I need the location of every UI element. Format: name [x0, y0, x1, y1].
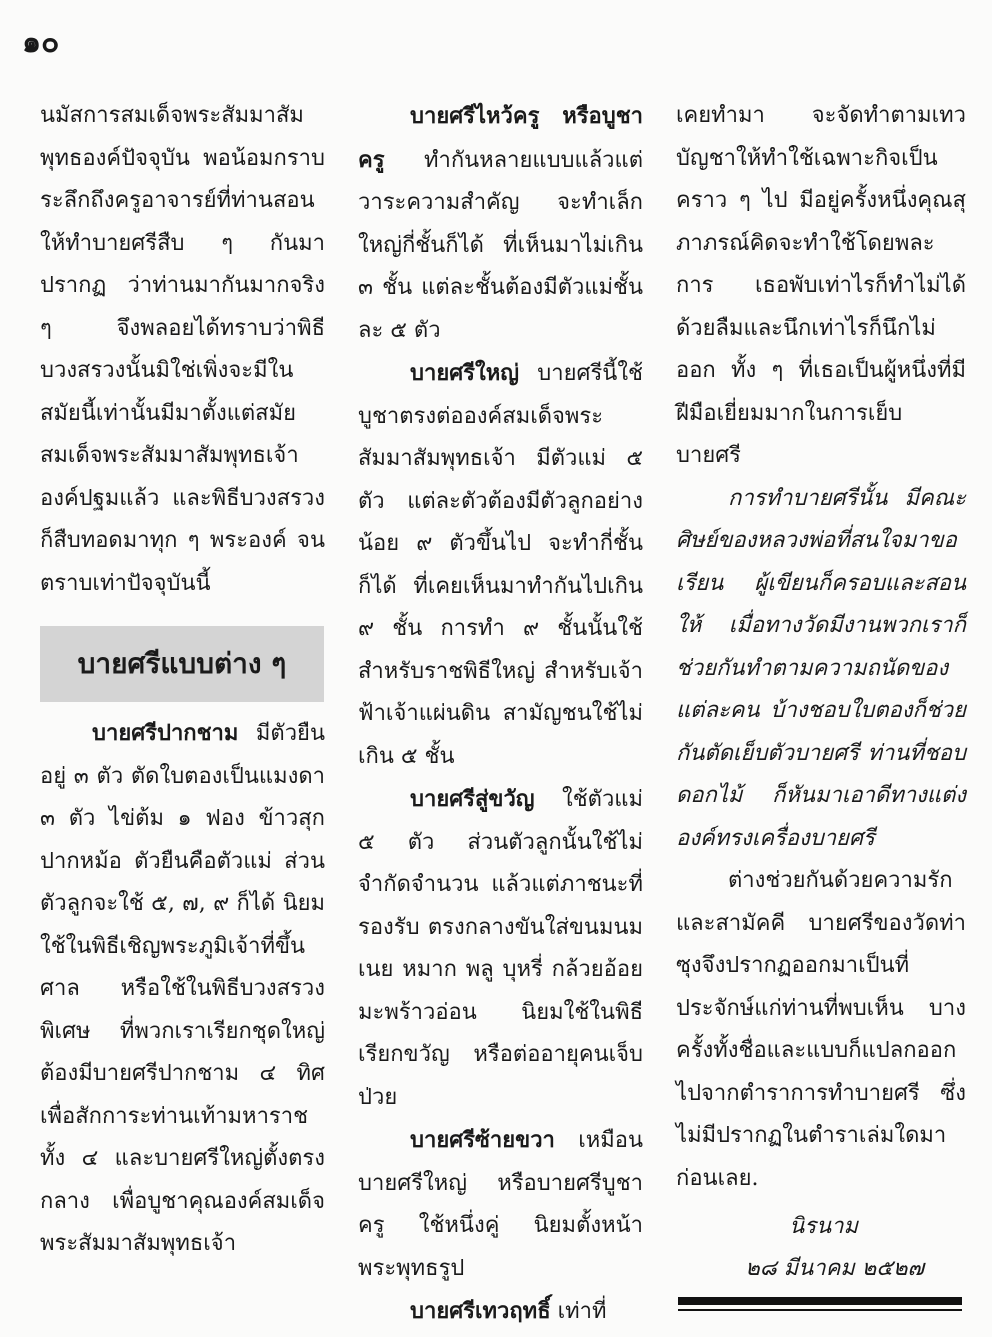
signature-block [676, 1206, 966, 1290]
rule-thick-line [678, 1297, 962, 1305]
term: บายศรีเทวฤทธิ์ [410, 1298, 551, 1324]
author-name: นิรนาม [789, 1214, 858, 1239]
term: บายศรีซ้ายขวา [410, 1127, 555, 1153]
paragraph-text: ทำกันหลายแบบแล้วแต่วาระความสำคัญ จะทำเล็กใหญ่กี่ชั้นก็ได้ ที่เห็นมาไม่เกิน ๓ ชั้น แต่ละชั้นต้องมีตัวแม่ชั้นละ ๕ ตัว [358, 147, 643, 343]
section-heading-box [40, 626, 324, 702]
column-1 [40, 95, 325, 1266]
paragraph: เคยทำมา จะจัดทำตามเทวบัญชาให้ทำใช้เฉพาะกิจเป็นคราว ๆ ไป มีอยู่ครั้งหนึ่งคุณสุภาภรณ์คิดจะทำใช้โดยพละการ เธอพับเท่าไรก็ทำไม่ได้ด้วยลืมและนึกเท่าไรก็นึกไม่ออก ทั้ง ๆ ที่เธอเป็นผู้หนึ่งที่มีฝีมือเยี่ยมมากในการเย็บบายศรี [676, 103, 966, 468]
paragraph [358, 778, 643, 1119]
paragraph [358, 95, 643, 352]
column-3 [676, 95, 966, 1290]
paragraph [40, 712, 325, 1266]
term: บายศรีปากชาม [92, 720, 239, 746]
paragraph: ต่างช่วยกันด้วยความรักและสามัคคี บายศรีของวัดท่าซุงจึงปรากฏออกมาเป็นที่ประจักษ์แก่ท่านที่พบเห็น บางครั้งทั้งชื่อและแบบก็แปลกออกไปจากตำราการทำบายศรี ซึ่งไม่มีปรากฏในตำราเล่มใดมาก่อนเลย. [676, 868, 966, 1191]
paragraph-text: เท่าที่ [550, 1299, 607, 1324]
page-number: ๑๐ [22, 25, 60, 60]
term: บายศรีสู่ขวัญ [410, 786, 535, 812]
end-rule [678, 1297, 962, 1311]
rule-thin-line [678, 1309, 962, 1311]
paragraph-text: ใช้ตัวแม่ ๕ ตัว ส่วนตัวลูกนั้นใช้ไม่จำกัดจำนวน แล้วแต่ภาชนะที่รองรับ ตรงกลางขันใส่ขนมนม เนย หมาก พลู บุหรี่ กล้วยอ้อย มะพร้าวอ่อน นิยมใช้ในพิธีเรียกขวัญ หรือต่ออายุคนเจ็บป่วย [358, 787, 643, 1110]
paragraph: นมัสการสมเด็จพระสัมมาสัมพุทธองค์ปัจจุบัน พอน้อมกราบระลึกถึงครูอาจารย์ที่ท่านสอนให้ทำบายศรีสืบ ๆ กันมา ปรากฏ ว่าท่านมากันมากจริง ๆ จึงพลอยได้ทราบว่าพิธีบวงสรวงนั้นมิใช่เพิ่งจะมีในสมัยนี้เท่านั้นมีมาตั้งแต่สมัยสมเด็จพระสัมมาสัมพุทธเจ้าองค์ปฐมแล้ว และพิธีบวงสรวงก็สืบทอดมาทุก ๆ พระองค์ จนตราบเท่าปัจจุบันนี้ [40, 103, 325, 596]
paragraph [358, 1290, 643, 1334]
paragraph-italic: การทำบายศรีนั้น มีคณะศิษย์ของหลวงพ่อที่สนใจมาขอเรียน ผู้เขียนก็ครอบและสอนให้ เมื่อทางวัดมีงานพวกเราก็ช่วยกันทำตามความถนัดของแต่ละคน บ้างชอบใบตองก็ช่วยกันตัดเย็บตัวบายศรี ท่านที่ชอบดอกไม้ ก็หันมาเอาดีทางแต่งองค์ทรงเครื่องบายศรี [676, 485, 966, 851]
paragraph [358, 1119, 643, 1290]
column-2 [358, 95, 643, 1334]
paragraph [358, 352, 643, 778]
term: บายศรีไหว้ครู หรือบูชาครู [358, 103, 643, 173]
term: บายศรีใหญ่ [410, 360, 519, 386]
paragraph-text: มีตัวยืนอยู่ ๓ ตัว ตัดใบตองเป็นแมงดา ๓ ตัว ไข่ต้ม ๑ ฟอง ข้าวสุกปากหม้อ ตัวยืนคือตัวแม่ ส่วนตัวลูกจะใช้ ๕, ๗, ๙ ก็ได้ นิยมใช้ในพิธีเชิญพระภูมิเจ้าที่ขึ้นศาล หรือใช้ในพิธีบวงสรวงพิเศษ ที่พวกเราเรียกชุดใหญ่ ต้องมีบายศรีปากชาม ๔ ทิศ เพื่อสักการะท่านเท้ามหาราชทั้ง ๔ และบายศรีใหญ่ตั้งตรงกลาง เพื่อบูชาคุณองค์สมเด็จพระสัมมาสัมพุทธเจ้า [40, 721, 325, 1256]
signature-date: ๒๘ มีนาคม ๒๕๒๗ [745, 1256, 924, 1281]
paragraph-text: บายศรีนี้ใช้บูชาตรงต่อองค์สมเด็จพระสัมมาสัมพุทธเจ้า มีตัวแม่ ๕ ตัว แต่ละตัวต้องมีตัวลูกอย่างน้อย ๙ ตัวขึ้นไป จะทำกี่ชั้นก็ได้ ที่เคยเห็นมาทำกันไปเกิน ๙ ชั้น การทำ ๙ ชั้นนั้นใช้สำหรับราชพิธีใหญ่ สำหรับเจ้าฟ้าเจ้าแผ่นดิน สามัญชนใช้ไม่เกิน ๕ ชั้น [358, 361, 643, 769]
paragraph-text: เหมือนบายศรีใหญ่ หรือบายศรีบูชาครู ใช้หนึ่งคู่ นิยมตั้งหน้าพระพุทธรูป [358, 1128, 643, 1281]
section-heading: บายศรีแบบต่าง ๆ [77, 647, 287, 680]
